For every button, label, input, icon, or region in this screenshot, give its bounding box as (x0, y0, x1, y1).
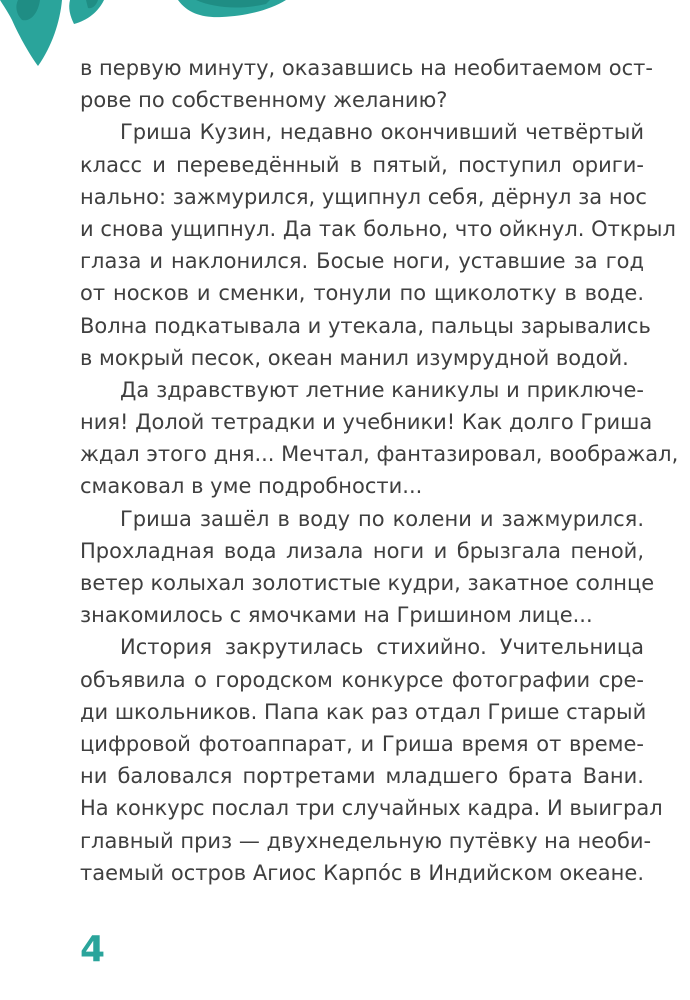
text-line: рове по собственному желанию? (80, 88, 448, 113)
text-line: ждал этого дня... Мечтал, фантазировал, воображал, (80, 442, 679, 467)
text-line: ветер колыхал золотистые кудри, закатное солнце (80, 571, 655, 595)
text-line: смаковал в уме подробности... (80, 474, 423, 499)
text-line: На конкурс послал три случайных кадра. И выиграл (80, 796, 663, 821)
text-line: Гриша зашёл в воду по колени и зажмурился. (120, 506, 644, 531)
text-line: Прохладная вода лизала ноги и брызгала пеной, (80, 538, 644, 563)
text-line: в мокрый песок, океан манил изумрудной водой. (80, 345, 629, 370)
text-line: в первую минуту, оказавшись на необитаемом ост- (80, 56, 653, 80)
text-line: ди школьников. Папа как раз отдал Грише старый (80, 699, 647, 724)
text-line: класс и переведённый в пятый, поступил ориги- (80, 152, 644, 177)
leaf-shape (69, 0, 104, 24)
text-line: таемый остров Агиос Карпо́с в Индийском океане. (80, 860, 644, 885)
text-line: ния! Долой тетрадки и учебники! Как долго Гриша (80, 410, 653, 435)
text-line: цифровой фотоаппарат, и Гриша время от време- (80, 731, 644, 756)
body-text (80, 52, 679, 889)
text-line: нально: зажмурился, ущипнул себя, дёрнул за нос (80, 184, 647, 209)
text-line: и снова ущипнул. Да так больно, что ойкнул. Открыл (80, 216, 676, 241)
text-line: Да здравствуют летние каникулы и приключе- (120, 377, 644, 402)
text-line: Гриша Кузин, недавно окончивший четвёртый (120, 120, 644, 145)
text-line: знакомилось с ямочками на Гришином лице... (80, 603, 593, 628)
text-line: от носков и сменки, тонули по щиколотку в воде. (80, 281, 644, 306)
text-line: объявила о городском конкурсе фотографии сре- (80, 667, 644, 692)
text-line: главный приз — двухнедельную путёвку на необи- (80, 828, 652, 853)
text-line: История закрутилась стихийно. Учительница (120, 635, 644, 660)
text-line: глаза и наклонился. Босые ноги, уставшие за год (80, 249, 644, 274)
text-line: Волна подкатывала и утекала, пальцы зарывались (80, 313, 651, 338)
text-line: ни баловался портретами младшего брата Вани. (80, 764, 644, 789)
page-number: 4 (80, 929, 106, 970)
